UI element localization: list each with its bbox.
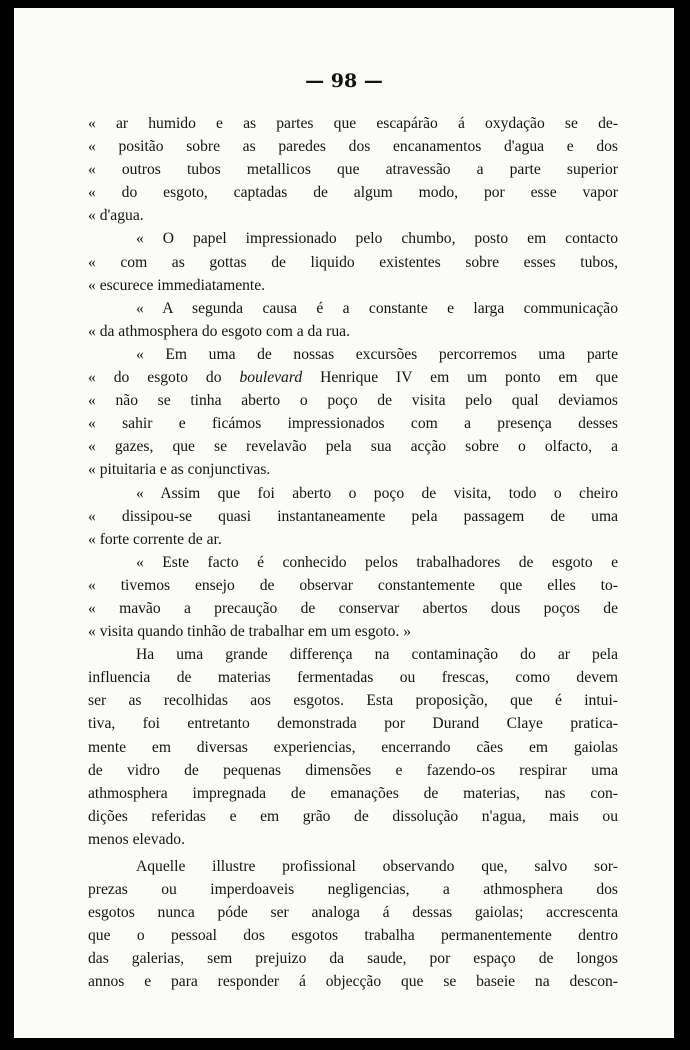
text-line: « tivemos ensejo de observar constantemente que elles to- [88, 576, 618, 594]
text-line: influencia de materias fermentadas ou frescas, como devem [88, 669, 618, 687]
page-number: — 98 — [305, 70, 383, 92]
text-line: « ar humido e as partes que escapárão á oxydação se de- [88, 115, 618, 132]
text-line: « pituitaria e as conjunctivas. [88, 461, 271, 479]
text-line: « Assim que foi aberto o poço de visita, todo o cheiro [136, 484, 618, 502]
text-line: « não se tinha aberto o poço de visita pelo qual deviamos [88, 392, 618, 410]
text-line: de vidro de pequenas dimensões e fazendo-os respirar uma [88, 761, 618, 779]
text-line: « forte corrente de ar. [88, 530, 222, 548]
text-segment: « do esgoto do [88, 369, 222, 387]
text-line: esgotos nunca póde ser analoga á dessas gaiolas; accrescenta [88, 904, 618, 922]
text-line: ser as recolhidas aos esgotos. Esta proposição, que é intui- [88, 692, 618, 710]
text-line: « do esgoto, captadas de algum modo, por esse vapor [88, 184, 618, 202]
book-page [14, 8, 674, 1038]
text-line: « Em uma de nossas excursões percorremos uma parte [136, 345, 618, 363]
text-line: tiva, foi entretanto demonstrada por Durand Claye pratica- [88, 715, 618, 733]
text-line: mente em diversas experiencias, encerrando cães em gaiolas [88, 738, 618, 756]
text-line: Ha uma grande differença na contaminação do ar pela [136, 646, 618, 664]
text-line: das galerias, sem prejuizo da saude, por espaço de longos [88, 950, 618, 968]
text-line: « sahir e ficámos impressionados com a presença desses [88, 415, 618, 433]
body-text [88, 112, 618, 994]
text-line: Aquelle illustre profissional observando que, salvo sor- [136, 858, 618, 875]
text-line: que o pessoal dos esgotos trabalha permanentemente dentro [88, 927, 618, 945]
text-line: « visita quando tinhão de trabalhar em um esgoto. » [88, 623, 412, 641]
text-line: « da athmosphera do esgoto com a da rua. [88, 322, 350, 340]
text-line: menos elevado. [88, 830, 185, 848]
text-line: dições referidas e em grão de dissolução n'agua, mais ou [88, 807, 618, 825]
text-line: « Este facto é conhecido pelos trabalhadores de esgoto e [136, 553, 618, 571]
text-line: « com as gottas de liquido existentes sobre esses tubos, [88, 253, 618, 271]
text-segment: Henrique IV em um ponto em que [320, 369, 618, 387]
text-line [88, 366, 618, 389]
text-line: prezas ou imperdoaveis negligencias, a athmosphera dos [88, 881, 618, 899]
text-line: « mavão a precaução de conservar abertos dous poços de [88, 599, 618, 617]
italic-word: boulevard [239, 369, 303, 387]
text-line: « O papel impressionado pelo chumbo, posto em contacto [136, 230, 618, 248]
text-line: « d'agua. [88, 207, 144, 225]
text-line: « outros tubos metallicos que atravessão a parte superior [88, 161, 618, 179]
text-line: « escurece immediatamente. [88, 276, 266, 294]
text-line: annos e para responder á objecção que se baseie na descon- [88, 973, 618, 991]
text-line: « gazes, que se revelavão pela sua acção sobre o olfacto, a [88, 438, 618, 456]
text-line: « positão sobre as paredes dos encanamentos d'agua e dos [88, 138, 618, 156]
text-line: athmosphera impregnada de emanações de materias, nas con- [88, 784, 618, 802]
text-line: « dissipou-se quasi instantaneamente pela passagem de uma [88, 507, 618, 525]
text-line: « A segunda causa é a constante e larga communicação [136, 299, 618, 317]
